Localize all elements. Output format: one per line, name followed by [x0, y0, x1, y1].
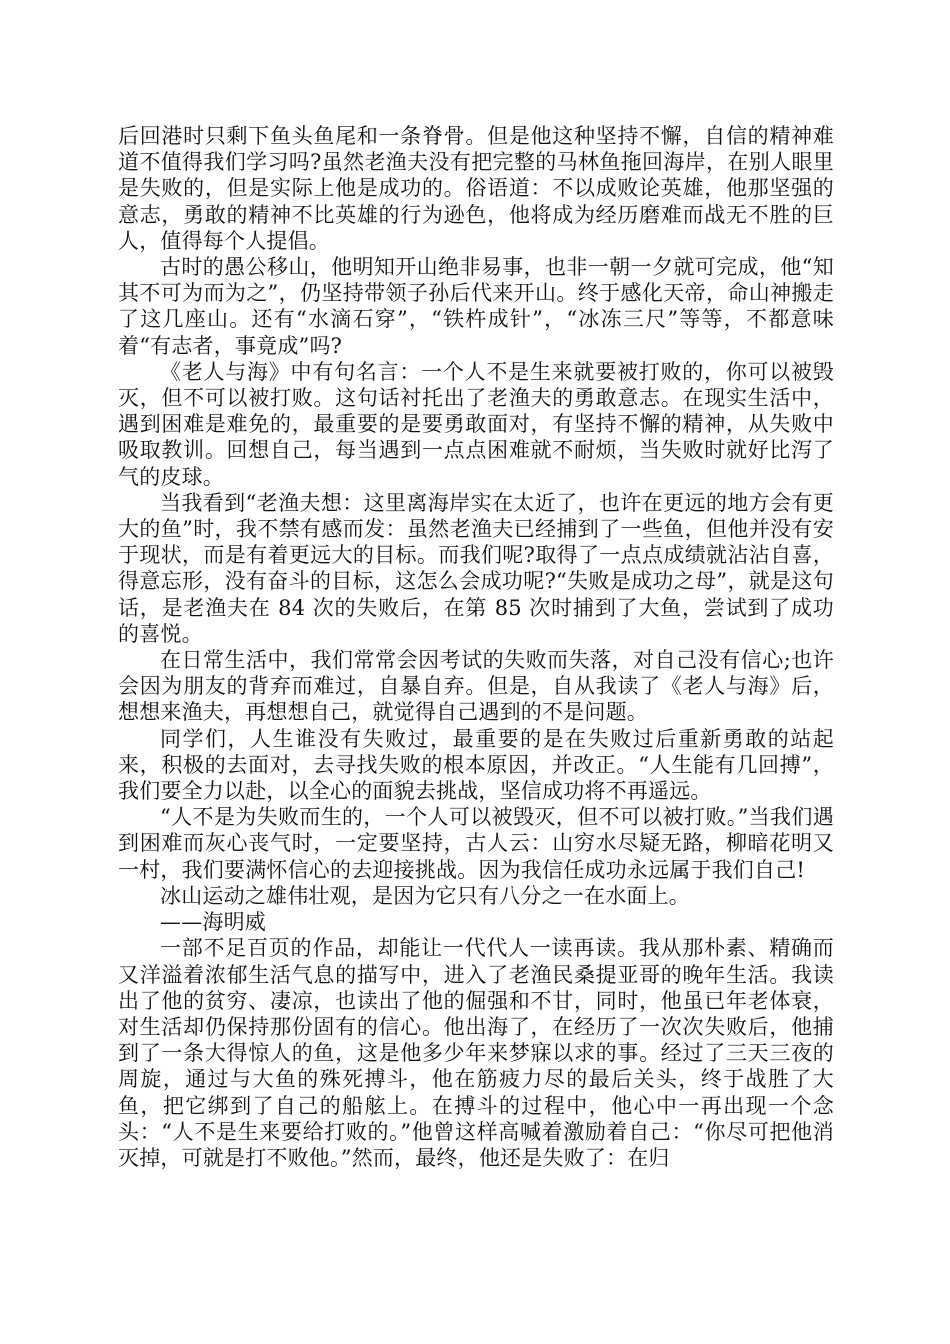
paragraph-5: 在日常生活中，我们常常会因考试的失败而失落，对自己没有信心;也许会因为朋友的背弃而难过，自暴自弃。但是，自从我读了《老人与海》后，想想来渔夫，再想想自己，就觉得自己遇到的不是问题。 [118, 648, 834, 725]
paragraph-7: “人不是为失败而生的，一个人可以被毁灭，但不可以被打败。”当我们遇到困难而灰心丧气时，一定要坚持，古人云：山穷水尽疑无路，柳暗花明又一村，我们要满怀信心的去迎接挑战。因为我信任成功永远属于我们自己! [118, 805, 834, 882]
paragraph-4: 当我看到“老渔夫想：这里离海岸实在太近了，也许在更远的地方会有更大的鱼”时，我不禁有感而发：虽然老渔夫已经捕到了一些鱼，但他并没有安于现状，而是有着更远大的目标。而我们呢?取得了一点点成绩就沾沾自喜，得意忘形，没有奋斗的目标，这怎么会成功呢?“失败是成功之母”，就是这句话，是老渔夫在 84 次的失败后，在第 85 次时捕到了大鱼，尝试到了成功的喜悦。 [118, 490, 834, 646]
epigraph-quote: 冰山运动之雄伟壮观，是因为它只有八分之一在水面上。 [160, 883, 690, 908]
paragraph-1: 后回港时只剩下鱼头鱼尾和一条脊骨。但是他这种坚持不懈，自信的精神难道不值得我们学习吗?虽然老渔夫没有把完整的马林鱼拖回海岸，在别人眼里是失败的，但是实际上他是成功的。俗语道：不以成败论英雄，他那坚强的意志，勇敢的精神不比英雄的行为逊色，他将成为经历磨难而战无不胜的巨人，值得每个人提倡。 [118, 124, 834, 253]
essay-body [118, 123, 834, 1171]
epigraph-author: ——海明威 [160, 910, 266, 935]
paragraph-6: 同学们，人生谁没有失败过，最重要的是在失败过后重新勇敢的站起来，积极的去面对，去寻找失败的根本原因，并改正。“人生能有几回搏”，我们要全力以赴，以全心的面貌去挑战，坚信成功将不再遥远。 [118, 726, 834, 804]
paragraph-3: 《老人与海》中有句名言：一个人不是生来就要被打败的，你可以被毁灭，但不可以被打败。这句话衬托出了老渔夫的勇敢意志。在现实生活中，遇到困难是难免的，最重要的是要勇敢面对，有坚持不懈的精神，从失败中吸取教训。回想自己，每当遇到一点点困难就不耐烦，当失败时就好比泻了气的皮球。 [118, 359, 834, 489]
paragraph-2: 古时的愚公移山，他明知开山绝非易事，也非一朝一夕就可完成，他“知其不可为而为之”，仍坚持带领子孙后代来开山。终于感化天帝，命山神搬走了这几座山。还有“水滴石穿”，“铁杵成针”，“冰冻三尺”等等，不都意味着“有志者，事竟成”吗? [118, 255, 834, 358]
paragraph-10: 一部不足百页的作品，却能让一代代人一读再读。我从那朴素、精确而又洋溢着浓郁生活气息的描写中，进入了老渔民桑提亚哥的晚年生活。我读出了他的贫穷、凄凉，也读出了他的倔强和不甘，同时，他虽已年老体衰，对生活却仍保持那份固有的信心。他出海了，在经历了一次次失败后，他捕到了一条大得惊人的鱼，这是他多少年来梦寐以求的事。经过了三天三夜的周旋，通过与大鱼的殊死搏斗，他在筋疲力尽的最后关头，终于战胜了大鱼，把它绑到了自己的船舷上。在搏斗的过程中，他心中一再出现一个念头：“人不是生来要给打败的。”他曾这样高喊着激励着自己：“你尽可把他消灭掉，可就是打不败他。”然而，最终，他还是失败了：在归 [118, 936, 834, 1170]
